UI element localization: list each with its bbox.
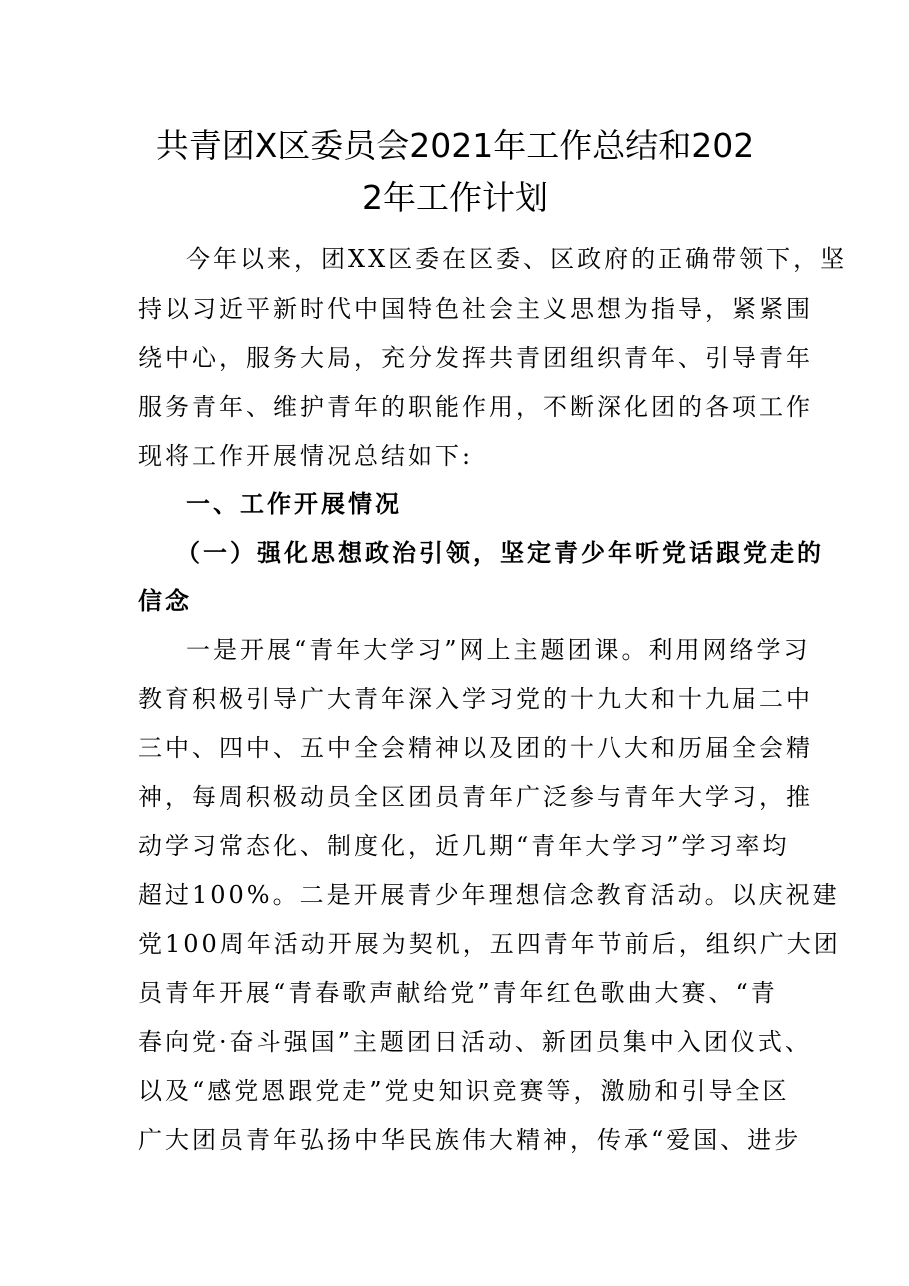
body-line-2: 教育积极引导广大青年深入学习党的十九大和十九届二中: [138, 685, 813, 713]
body-line-6: 超过100%。二是开展青少年理想信念教育活动。以庆祝建: [138, 881, 840, 909]
body-line-5: 动学习常态化、制度化，近几期“青年大学习”学习率均: [138, 832, 790, 860]
title-line-1: 共青团Ⅹ区委员会2021年工作总结和202: [155, 126, 755, 165]
body-line-7: 党100周年活动开展为契机，五四青年节前后，组织广大团: [138, 930, 841, 958]
intro-line-3: 绕中心，服务大局，充分发挥共青团组织青年、引导青年: [138, 344, 813, 372]
body-line-4: 神，每周积极动员全区团员青年广泛参与青年大学习，推: [138, 783, 813, 811]
subsection-heading-line-1: （一）强化思想政治引领，坚定青少年听党话跟党走的: [176, 539, 824, 567]
intro-line-1: 今年以来，团XX区委在区委、区政府的正确带领下，坚: [186, 245, 848, 273]
intro-line-2: 持以习近平新时代中国特色社会主义思想为指导，紧紧围: [138, 295, 813, 323]
body-line-9: 春向党·奋斗强国”主题团日活动、新团员集中入团仪式、: [138, 1028, 812, 1056]
title-line-2: 2年工作计划: [362, 178, 548, 217]
intro-line-5: 现将工作开展情况总结如下:: [138, 442, 474, 470]
section-heading-1: 一、工作开展情况: [186, 490, 402, 518]
subsection-heading-line-2: 信念: [138, 587, 192, 615]
body-line-1: 一是开展“青年大学习”网上主题团课。利用网络学习: [186, 636, 811, 664]
body-line-3: 三中、四中、五中全会精神以及团的十八大和历届全会精: [138, 734, 813, 762]
body-line-10: 以及“感党恩跟党走”党史知识竞赛等，激励和引导全区: [138, 1077, 790, 1105]
document-title: [120, 120, 790, 224]
body-line-11: 广大团员青年弘扬中华民族伟大精神，传承“爱国、进步: [138, 1126, 802, 1154]
body-line-8: 员青年开展“青春歌声献给党”青年红色歌曲大赛、“青: [138, 979, 778, 1007]
intro-line-4: 服务青年、维护青年的职能作用，不断深化团的各项工作: [138, 393, 813, 421]
